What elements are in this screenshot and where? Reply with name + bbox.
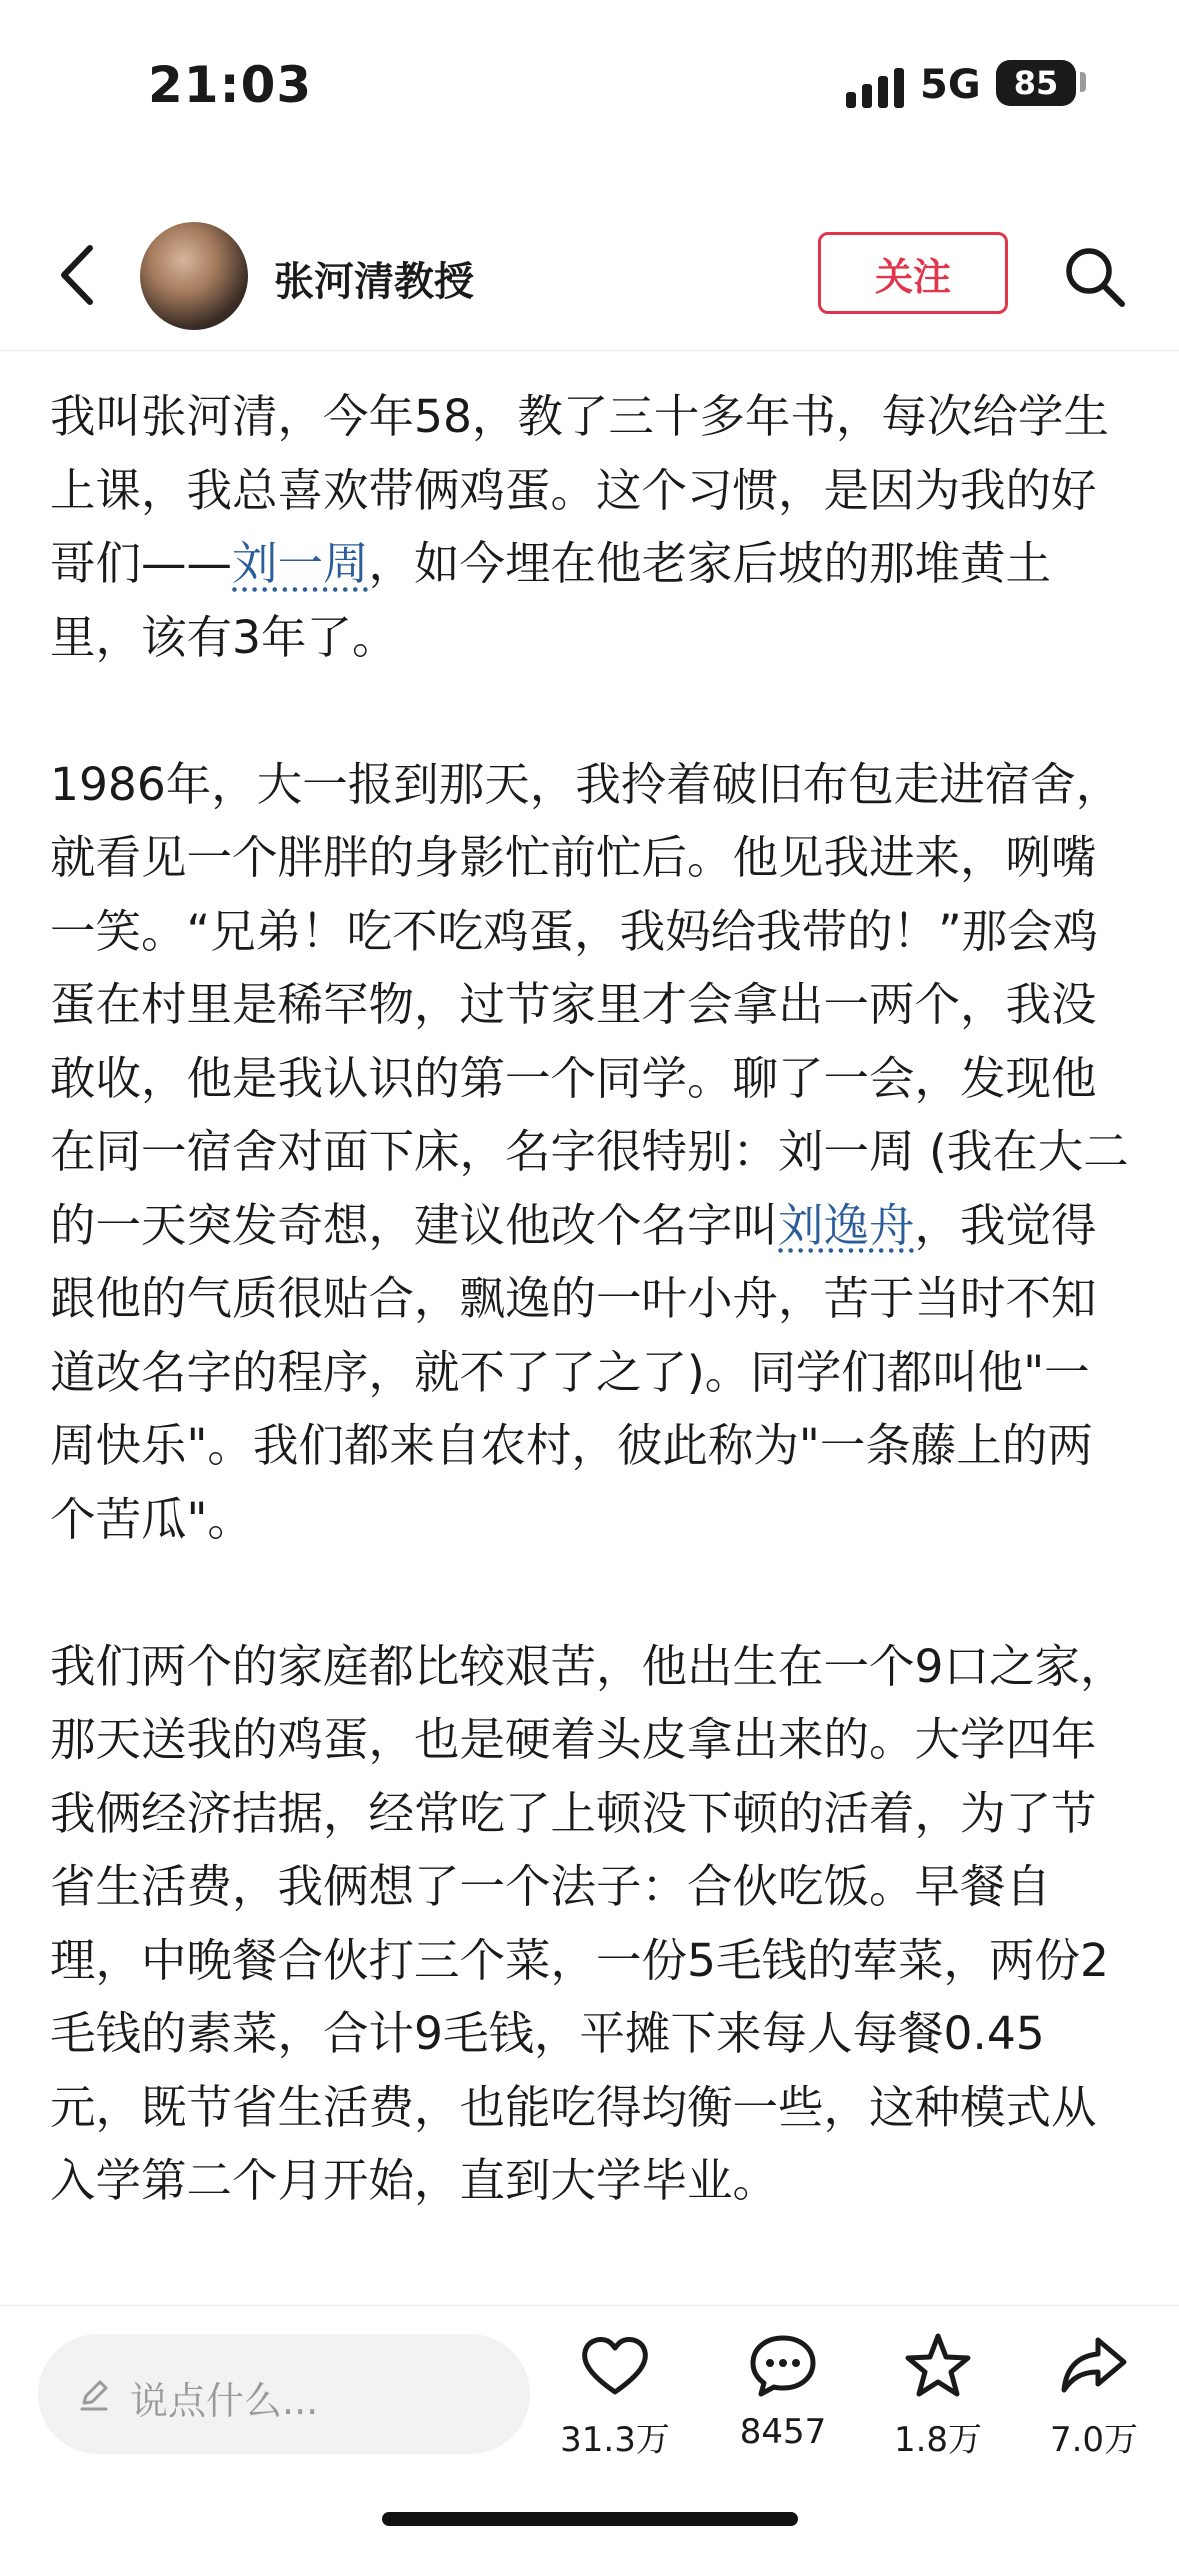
battery-nub (1080, 72, 1086, 92)
comment-input[interactable] (38, 2334, 530, 2454)
share-count: 7.0万 (1049, 2420, 1139, 2460)
search-icon[interactable] (1062, 244, 1128, 310)
like-button[interactable] (545, 2330, 685, 2461)
back-chevron-icon[interactable] (54, 240, 104, 310)
pencil-icon (76, 2376, 112, 2412)
name-link[interactable]: 刘一周 (232, 537, 369, 590)
paragraph-text: ，如今埋在他老家后坡的那堆黄土里，该有3年了。 (50, 537, 1052, 664)
author-avatar[interactable] (140, 222, 248, 330)
comment-count: 8457 (739, 2412, 827, 2452)
star-icon (902, 2330, 974, 2402)
battery-indicator (996, 60, 1076, 106)
share-button[interactable] (1024, 2330, 1164, 2461)
paragraph-text: ，我觉得跟他的气质很贴合，飘逸的一叶小舟，苦于当时不知道改名字的程序，就不了了之了)。同学们都叫他"一周快乐"。我们都来自农村，彼此称为"一条藤上的两个苦瓜"。 (50, 1198, 1097, 1546)
paragraph-2 (50, 748, 1135, 1557)
share-icon (1058, 2330, 1130, 2402)
follow-button[interactable]: 关注 (818, 232, 1008, 314)
network-label: 5G (920, 62, 981, 108)
status-time: 21:03 (148, 56, 313, 114)
paragraph-text: 1986年，大一报到那天，我拎着破旧布包走进宿舍，就看见一个胖胖的身影忙前忙后。他见我进来，咧嘴一笑。“兄弟！吃不吃鸡蛋，我妈给我带的！”那会鸡蛋在村里是稀罕物，过节家里才会拿出一两个，我没敢收，他是我认识的第一个同学。聊了一会，发现他在同一宿舍对面下床，名字很特别：刘一周 (我在大二的一天突发奇想，建议他改个名字叫 (50, 757, 1129, 1252)
paragraph-3 (50, 1630, 1135, 2218)
author-name[interactable]: 张河清教授 (274, 259, 474, 305)
signal-icon (846, 66, 908, 108)
battery-level: 85 (1013, 64, 1059, 102)
name-link[interactable]: 刘逸舟 (778, 1198, 915, 1252)
favorite-button[interactable] (868, 2330, 1008, 2461)
home-indicator (382, 2512, 798, 2526)
article-body (50, 380, 1135, 2218)
comment-button[interactable] (713, 2330, 853, 2452)
paragraph-text: 我叫张河清，今年58，教了三十多年书，每次给学生上课，我总喜欢带俩鸡蛋。这个习惯，是因为我的好哥们—— (50, 390, 1109, 590)
like-count: 31.3万 (560, 2420, 670, 2460)
paragraph-text: 我们两个的家庭都比较艰苦，他出生在一个9口之家，那天送我的鸡蛋，也是硬着头皮拿出来的。大学四年我俩经济拮据，经常吃了上顿没下顿的活着，为了节省生活费，我俩想了一个法子：合伙吃饭。早餐自理，中晚餐合伙打三个菜，一份5毛钱的荤菜，两份2毛钱的素菜，合计9毛钱，平摊下来每人每餐0.45元，既节省生活费，也能吃得均衡一些，这种模式从入学第二个月开始，直到大学毕业。 (50, 1639, 1126, 2207)
nav-bar (0, 200, 1179, 351)
favorite-count: 1.8万 (893, 2420, 983, 2460)
comment-placeholder: 说点什么... (130, 2379, 319, 2423)
comment-icon (747, 2330, 819, 2402)
paragraph-1 (50, 380, 1135, 674)
heart-icon (579, 2330, 651, 2402)
